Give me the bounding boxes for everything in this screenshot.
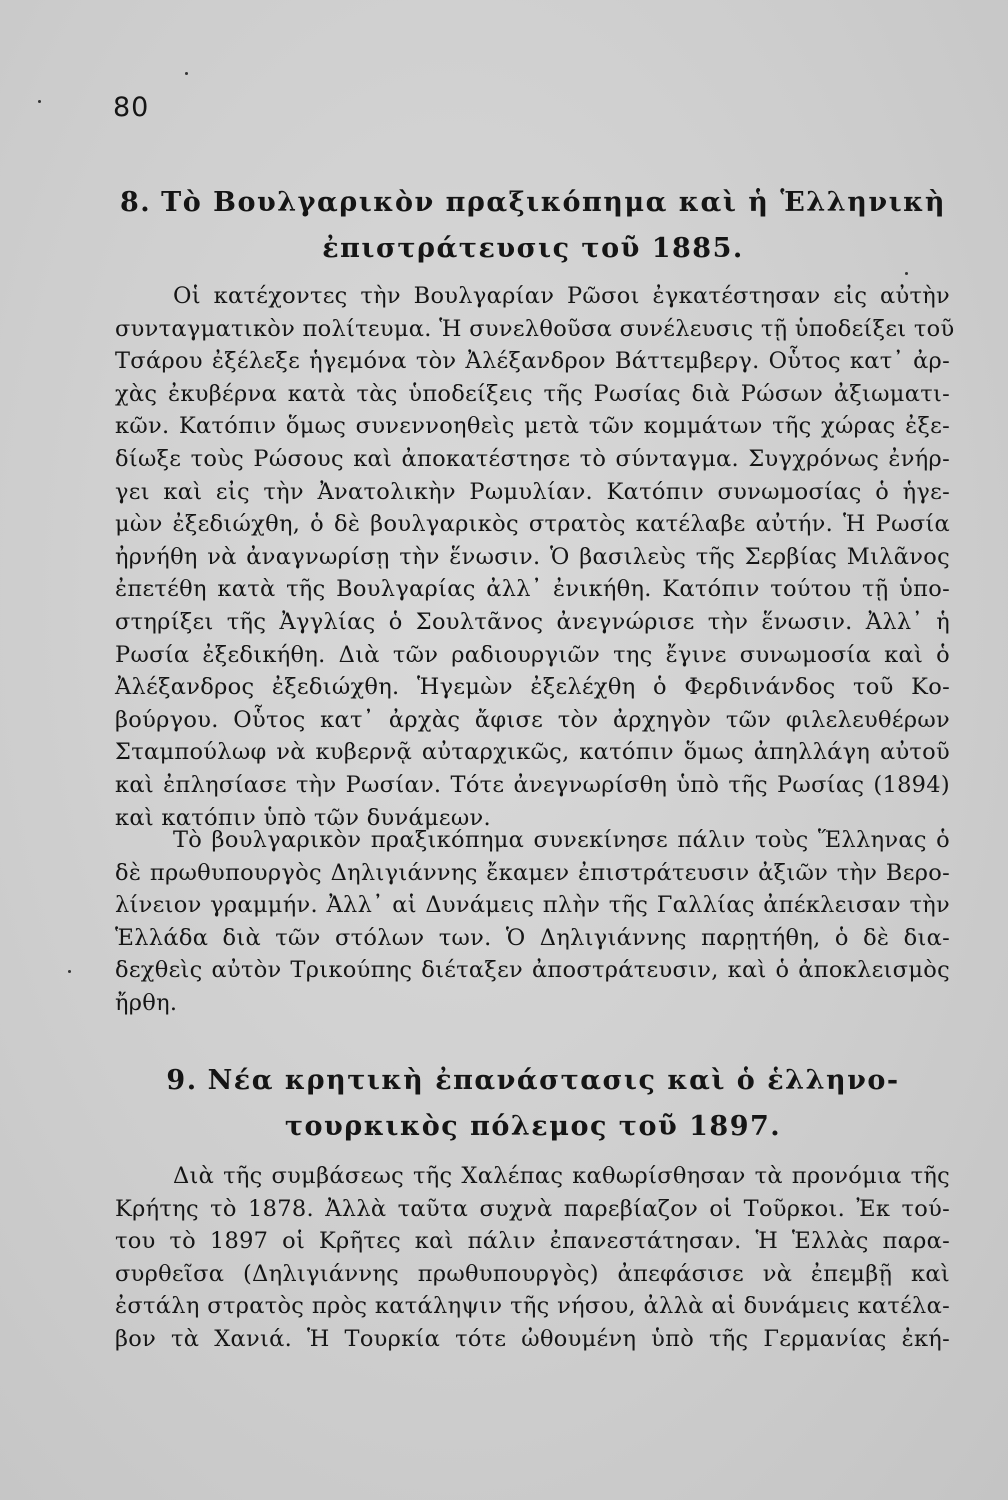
section-8-heading-line-1 (118, 180, 948, 226)
text-line: καὶ κατόπιν ὑπὸ τῶν δυνάμεων. (115, 804, 491, 831)
text-line: Ρωσία ἐξεδικήθη. Διὰ τῶν ραδιουργιῶν της ἔγινε συνωμοσία καὶ ὁ (115, 641, 950, 668)
text-line: κῶν. Κατόπιν ὅμως συνεννοηθεὶς μετὰ τῶν κομμάτων τῆς χώρας ἐξε- (115, 413, 950, 440)
text-line: βούργου. Οὗτος κατ᾽ ἀρχὰς ἄφισε τὸν ἀρχηγὸν τῶν φιλελευθέρων (115, 706, 950, 733)
text-line: συρθεῖσα (Δηλιγιάννης πρωθυπουργὸς) ἀπεφάσισε νὰ ἐπεμβῇ καὶ (115, 1260, 950, 1287)
text-line: Κρήτης τὸ 1878. Ἀλλὰ ταῦτα συχνὰ παρεβίαζον οἱ Τοῦρκοι. Ἐκ τού- (115, 1195, 950, 1222)
section-9-title-line-1: Νέα κρητικὴ ἐπανάστασις καὶ ὁ ἑλληνο- (207, 1065, 900, 1096)
text-line: Ἑλλάδα διὰ τῶν στόλων των. Ὁ Δηλιγιάννης παρῃτήθη, ὁ δὲ δια- (115, 924, 950, 951)
text-line: δὲ πρωθυπουργὸς Δηλιγιάννης ἔκαμεν ἐπιστράτευσιν ἀξιῶν τὴν Βερο- (115, 859, 950, 886)
text-line: δίωξε τοὺς Ρώσους καὶ ἀποκατέστησε τὸ σύνταγμα. Συγχρόνως ἐνήρ- (115, 445, 950, 472)
text-line: Σταμπούλωφ νὰ κυβερνᾷ αὐταρχικῶς, κατόπιν ὅμως ἀπηλλάγη αὐτοῦ (115, 739, 950, 766)
section-8-paragraph-1 (115, 280, 955, 834)
section-8-number: 8. (119, 187, 152, 218)
text-line: δεχθεὶς αὐτὸν Τρικούπης διέταξεν ἀποστράτευσιν, καὶ ὁ ἀποκλεισμὸς (115, 957, 950, 984)
section-9-title-line-2: τουρκικὸς πόλεμος τοῦ 1897. (284, 1111, 782, 1142)
text-line: χὰς ἐκυβέρνα κατὰ τὰς ὑποδείξεις τῆς Ρωσίας διὰ Ρώσων ἀξιωματι- (115, 380, 950, 407)
text-line: συνταγματικὸν πολίτευμα. Ἡ συνελθοῦσα συνέλευσις τῇ ὑποδείξει τοῦ (115, 315, 955, 342)
section-8-heading (118, 180, 948, 272)
text-line: ἐστάλη στρατὸς πρὸς κατάληψιν τῆς νήσου, ἀλλὰ αἱ δυνάμεις κατέλα- (115, 1293, 950, 1320)
section-8-paragraph-2 (115, 824, 950, 1020)
text-line: γει καὶ εἰς τὴν Ἀνατολικὴν Ρωμυλίαν. Κατόπιν συνωμοσίας ὁ ἡγε- (115, 478, 950, 505)
text-line: Διὰ τῆς συμβάσεως τῆς Χαλέπας καθωρίσθησαν τὰ προνόμια τῆς (173, 1163, 950, 1189)
text-line: Ἀλέξανδρος ἐξεδιώχθη. Ἡγεμὼν ἐξελέχθη ὁ Φερδινάνδος τοῦ Κο- (115, 674, 950, 701)
paper-speck (185, 72, 188, 75)
paper-speck (905, 272, 908, 275)
text-line: στηρίξει τῆς Ἀγγλίας ὁ Σουλτᾶνος ἀνεγνώρισε τὴν ἕνωσιν. Ἀλλ᾽ ἡ (115, 608, 950, 635)
paper-speck (68, 970, 71, 973)
text-line: μὼν ἐξεδιώχθη, ὁ δὲ βουλγαρικὸς στρατὸς κατέλαβε αὐτήν. Ἡ Ρωσία (115, 511, 950, 538)
page-number: 80 (113, 92, 150, 123)
text-line: ἤρθη. (115, 989, 178, 1016)
text-line: Οἱ κατέχοντες τὴν Βουλγαρίαν Ρῶσοι ἐγκατέστησαν εἰς αὐτὴν (173, 283, 950, 309)
text-line: Τὸ βουλγαρικὸν πραξικόπημα συνεκίνησε πάλιν τοὺς Ἕλληνας ὁ (173, 827, 950, 853)
section-9-paragraph-1 (115, 1160, 950, 1356)
paper-speck (38, 100, 41, 103)
text-line: ἐπετέθη κατὰ τῆς Βουλγαρίας ἀλλ᾽ ἐνικήθη. Κατόπιν τούτου τῇ ὑπο- (115, 576, 950, 603)
text-line: λίνειον γραμμήν. Ἀλλ᾽ αἱ Δυνάμεις πλὴν τῆς Γαλλίας ἀπέκλεισαν τὴν (115, 892, 950, 919)
text-line: του τὸ 1897 οἱ Κρῆτες καὶ πάλιν ἐπανεστάτησαν. Ἡ Ἑλλὰς παρα- (115, 1228, 950, 1255)
text-line: καὶ ἐπλησίασε τὴν Ρωσίαν. Τότε ἀνεγνωρίσθη ὑπὸ τῆς Ρωσίας (1894) (115, 771, 950, 798)
text-line: Τσάρου ἐξέλεξε ἡγεμόνα τὸν Ἀλέξανδρον Βάττεμβεργ. Οὗτος κατ᾽ ἀρ- (115, 348, 950, 375)
text-line: ἠρνήθη νὰ ἀναγνωρίσῃ τὴν ἕνωσιν. Ὁ βασιλεὺς τῆς Σερβίας Μιλᾶνος (115, 543, 950, 570)
section-9-heading (118, 1058, 948, 1150)
text-line: βον τὰ Χανιά. Ἡ Τουρκία τότε ὠθουμένη ὑπὸ τῆς Γερμανίας ἐκή- (115, 1325, 950, 1352)
section-8-title-line-1: Τὸ Βουλγαρικὸν πραξικόπημα καὶ ἡ Ἑλληνικὴ (161, 187, 947, 218)
section-9-number: 9. (166, 1065, 198, 1096)
section-9-heading-line-1 (118, 1058, 948, 1104)
section-8-title-line-2: ἐπιστράτευσις τοῦ 1885. (322, 233, 744, 264)
